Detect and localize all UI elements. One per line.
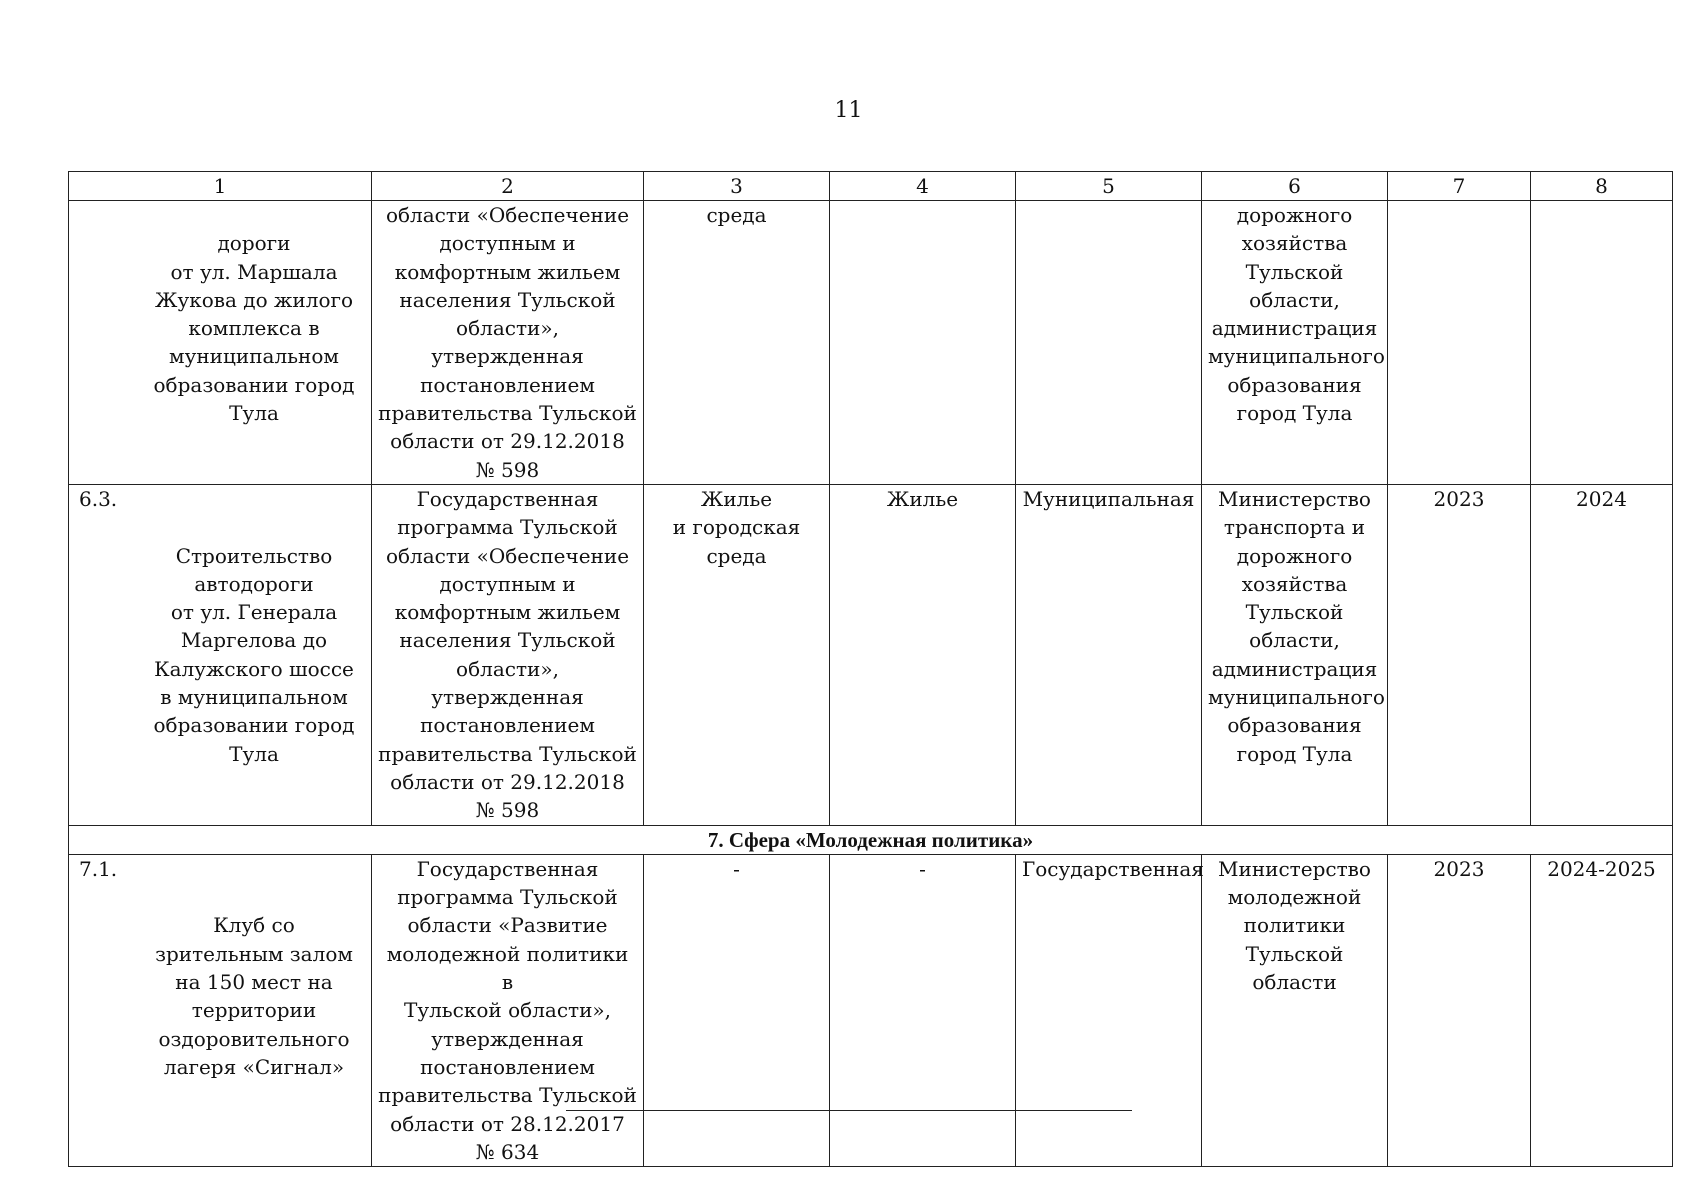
subsphere-cell: [830, 201, 1016, 485]
responsible-cell: дорожного хозяйства Тульской области, администрация муниципального образования город Тула: [1202, 201, 1388, 485]
page-number: 11: [834, 98, 863, 123]
column-number-row: [69, 172, 1673, 201]
column-header: 5: [1016, 172, 1202, 201]
start-year-cell: 2023: [1388, 484, 1531, 825]
subsphere-cell: Жилье: [830, 484, 1016, 825]
object-name: Строительство автодороги от ул. Генерала Маргелова до Калужского шоссе в муниципальном образовании город Тула: [153, 543, 355, 766]
object-name-cell: [69, 201, 372, 485]
ownership-cell: Муниципальная: [1016, 484, 1202, 825]
object-name-cell: [69, 484, 372, 825]
ownership-cell: [1016, 201, 1202, 485]
end-year-cell: 2024-2025: [1531, 854, 1673, 1166]
column-header: 7: [1388, 172, 1531, 201]
object-name-cell: [69, 854, 372, 1166]
program-cell: области «Обеспечение доступным и комфортным жильем населения Тульской области», утвержденная постановлением правительства Тульской области от 29.12.2018 № 598: [372, 201, 644, 485]
column-header: 4: [830, 172, 1016, 201]
table-row-6-3: [69, 484, 1673, 825]
table-row-7-1: [69, 854, 1673, 1166]
column-header: 2: [372, 172, 644, 201]
objects-table: [68, 171, 1673, 1167]
end-of-document-line: [566, 1110, 1132, 1111]
column-header: 6: [1202, 172, 1388, 201]
object-name: дороги от ул. Маршала Жукова до жилого комплекса в муниципальном образовании город Тула: [153, 231, 355, 426]
start-year-cell: [1388, 201, 1531, 485]
subsphere-cell: -: [830, 854, 1016, 1166]
object-name: Клуб со зрительным залом на 150 мест на территории оздоровительного лагеря «Сигнал»: [155, 913, 353, 1079]
end-year-cell: 2024: [1531, 484, 1673, 825]
section-header-row: [69, 825, 1673, 854]
responsible-cell: Министерство молодежной политики Тульской области: [1202, 854, 1388, 1166]
sphere-cell: -: [644, 854, 830, 1166]
column-header: 1: [69, 172, 372, 201]
program-cell: Государственная программа Тульской области «Развитие молодежной политики в Тульской области», утвержденная постановлением правительства Тульской области от 28.12.2017 № 634: [372, 854, 644, 1166]
row-number: 6.3.: [79, 486, 118, 511]
row-number: 7.1.: [79, 856, 118, 881]
end-year-cell: [1531, 201, 1673, 485]
table-row-continued: [69, 201, 1673, 485]
sphere-cell: Жилье и городская среда: [644, 484, 830, 825]
column-header: 3: [644, 172, 830, 201]
ownership-cell: Государственная: [1016, 854, 1202, 1166]
sphere-cell: среда: [644, 201, 830, 485]
start-year-cell: 2023: [1388, 854, 1531, 1166]
section-title: 7. Сфера «Молодежная политика»: [69, 825, 1673, 854]
program-cell: Государственная программа Тульской области «Обеспечение доступным и комфортным жильем населения Тульской области», утвержденная постановлением правительства Тульской области от 29.12.2018 № 598: [372, 484, 644, 825]
responsible-cell: Министерство транспорта и дорожного хозяйства Тульской области, администрация муниципального образования город Тула: [1202, 484, 1388, 825]
column-header: 8: [1531, 172, 1673, 201]
